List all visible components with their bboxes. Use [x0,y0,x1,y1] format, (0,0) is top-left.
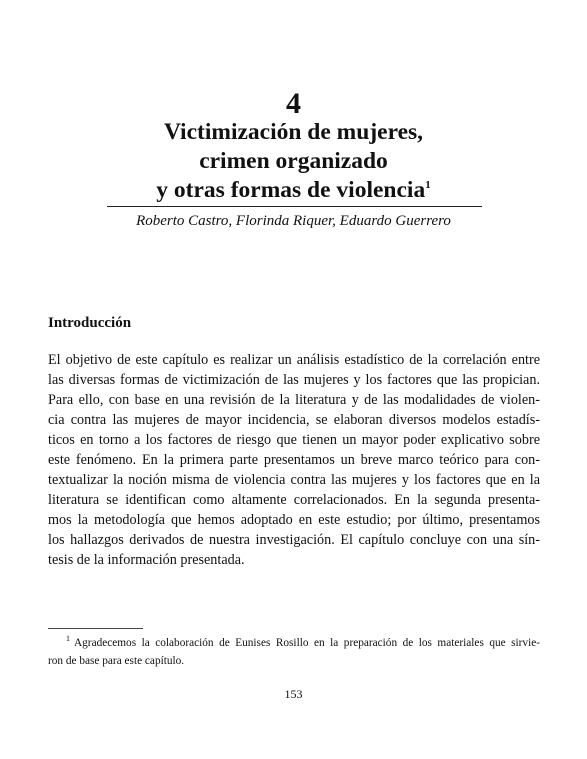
footnote-marker: 1 [66,634,70,644]
footnote [48,634,540,670]
chapter-authors: Roberto Castro, Florinda Riquer, Eduardo Guerrero [136,213,451,229]
paragraph-line: las diversas formas de victimización de las mujeres y los factores que las propician. [48,372,540,388]
footnote-text: Agradecemos la colaboración de Eunises Rosillo en la preparación de los materiales que sirvie- [74,637,540,649]
paragraph-line: literatura se identifican como altamente correlacionados. En la segunda presenta- [48,492,540,508]
paragraph-line: mos la metodología que hemos adoptado en este estudio; por último, presentamos [48,512,540,528]
footnote-reference-marker[interactable]: 1 [425,179,431,192]
chapter-number: 4 [286,87,301,120]
title-divider [107,206,482,207]
footnote-divider [48,628,143,629]
paragraph-line: tesis de la información presentada. [48,552,245,568]
footnote-line [48,634,540,652]
chapter-title [0,118,587,205]
paragraph-line: cia contra las mujeres de mayor incidencia, se elaboran diversos modelos estadís- [48,412,540,428]
paragraph-line: textualizar la noción misma de violencia contra las mujeres y los factores que en la [48,472,540,488]
page-number: 153 [284,687,303,701]
chapter-title-line: Victimización de mujeres, [163,119,424,145]
body-paragraph [48,350,540,570]
section-heading: Introducción [48,315,132,331]
paragraph-line: este fenómeno. En la primera parte presentamos un breve marco teórico para con- [48,452,540,468]
paragraph-line: Para ello, con base en una revisión de la literatura y de las modalidades de violen- [48,392,540,408]
paragraph-line: los hallazgos derivados de nuestra investigación. El capítulo concluye con una sín- [48,532,540,548]
chapter-title-line-with-note [0,176,587,205]
chapter-title-line: crimen organizado [199,148,388,174]
paragraph-line: El objetivo de este capítulo es realizar un análisis estadístico de la correlación entre [48,352,540,368]
footnote-line: ron de base para este capítulo. [48,655,185,667]
paragraph-line: ticos en torno a los factores de riesgo que tienen un mayor poder explicativo sobre [48,432,540,448]
chapter-title-line: y otras formas de violencia [156,177,426,203]
